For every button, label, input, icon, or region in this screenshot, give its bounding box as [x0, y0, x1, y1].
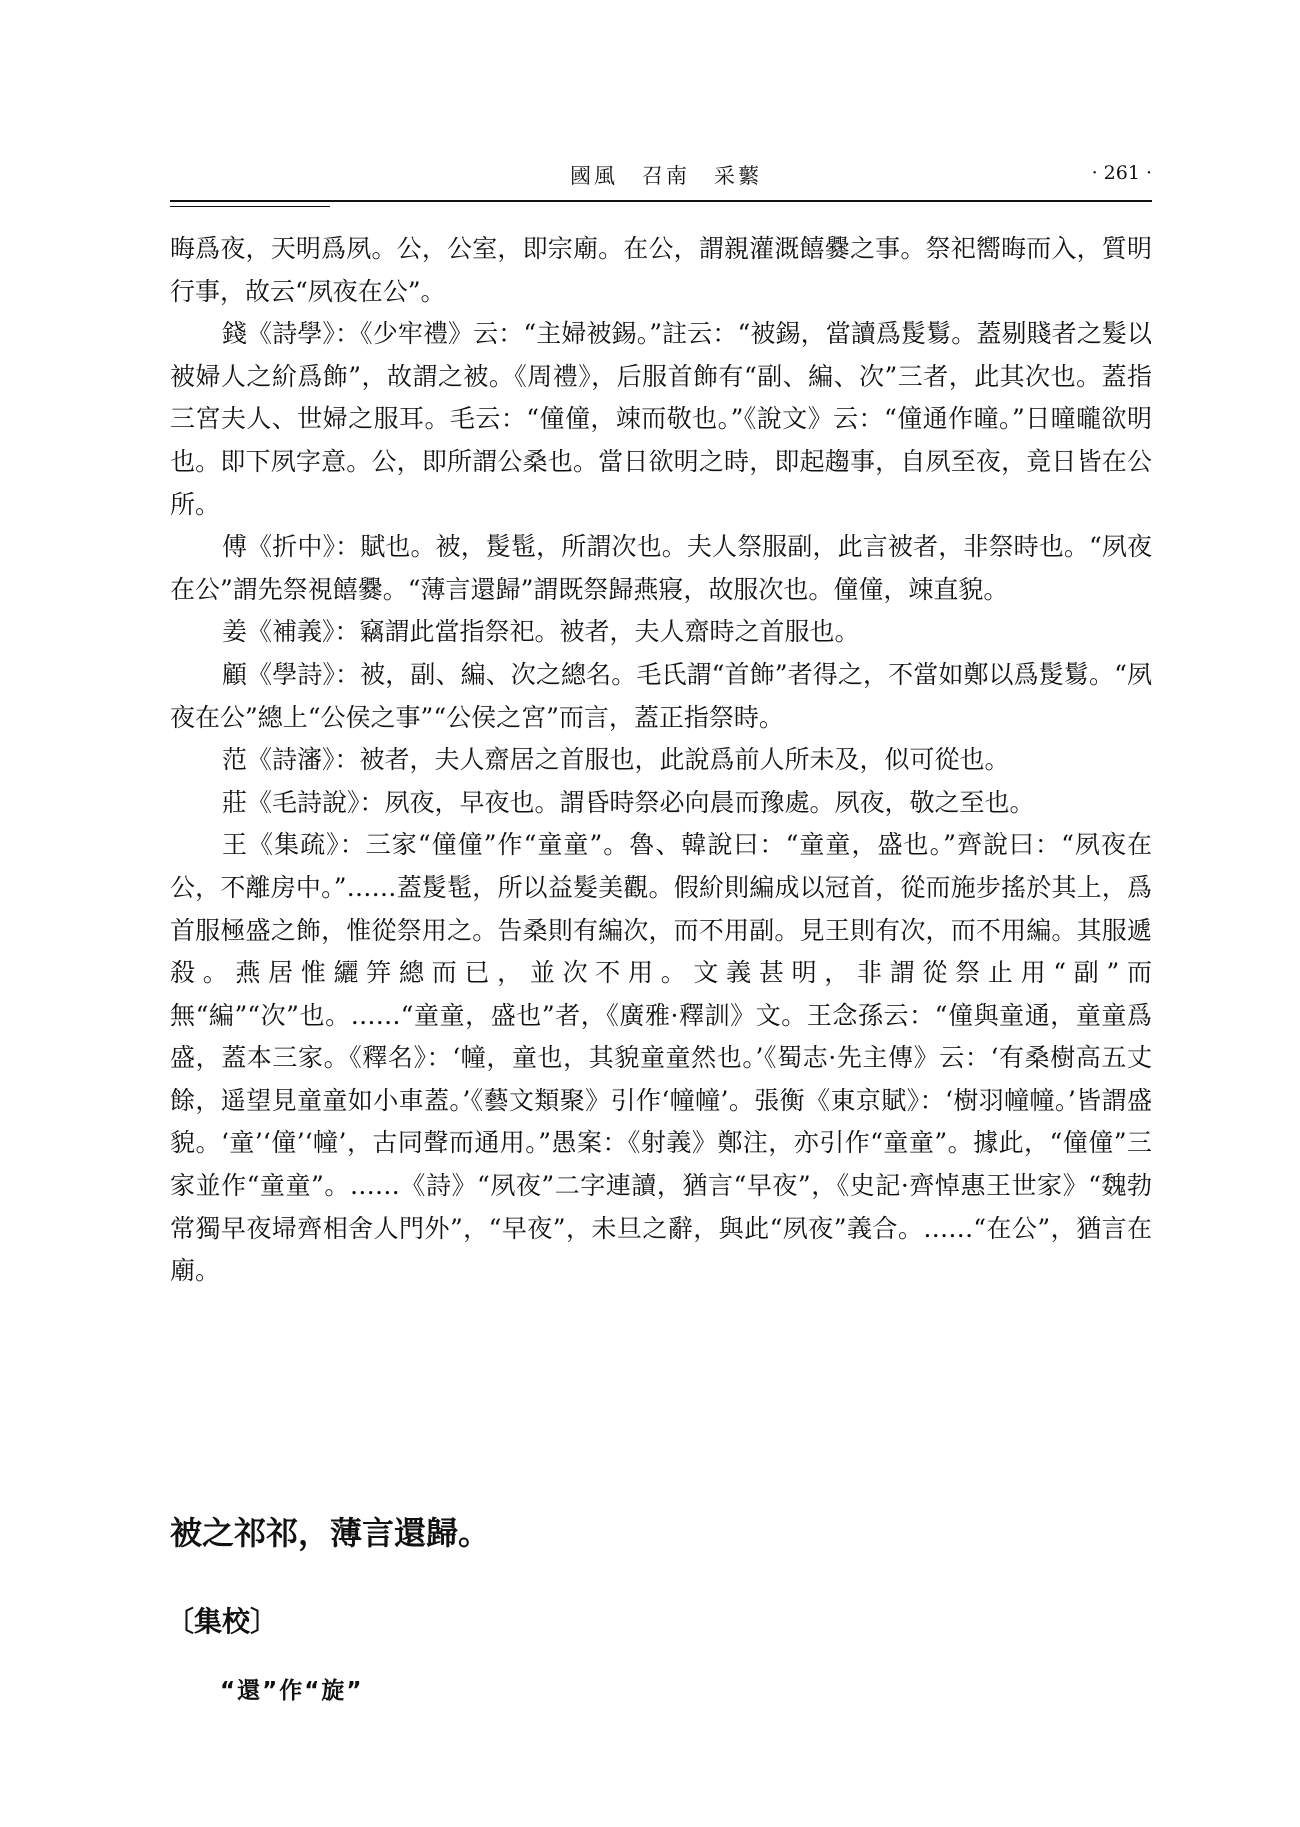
paragraph-zhuang-maoshishuo: 莊《毛詩說》：夙夜，早夜也。謂昏時祭必向晨而豫處。夙夜，敬之至也。	[222, 787, 1035, 817]
running-header	[170, 160, 1152, 200]
paragraph-continuation: 晦爲夜，天明爲夙。公，公室，即宗廟。在公，謂親灌溉饎爨之事。祭祀嚮晦而入，質明行事，故云“夙夜在公”。	[170, 234, 1152, 306]
paragraph-wang-jishu: 王《集疏》：三家“僮僮”作“童童”。魯、韓說曰：“童童，盛也。”齊說曰：“夙夜在公，不離房中。”……蓋髲髢，所以益髮美觀。假紒則編成以冠首，從而施步搖於其上，爲首服極盛之飾，惟從祭用之。告桑則有編次，而不用副。見王則有次，而不用編。其服遞殺。燕居惟纚笄總而已，並次不用。文義甚明，非謂從祭止用“副”而無“編”“次”也。……“童童，盛也”者，《廣雅·釋訓》文。王念孫云：“僮與童通，童童爲盛，蓋本三家。《釋名》：‘幢，童也，其貌童童然也。’《蜀志·先主傳》云：‘有桑樹高五丈餘，遥望見童童如小車蓋。’《藝文類聚》引作‘幢幢’。張衡《東京賦》：‘樹羽幢幢。’皆謂盛貌。‘童’‘僮’‘幢’，古同聲而通用。”愚案：《射義》鄭注，亦引作“童童”。據此，“僮僮”三家並作“童童”。……《詩》“夙夜”二字連讀，猶言“早夜”，《史記·齊悼惠王世家》“魏勃常獨早夜埽齊相舍人門外”，“早夜”，未旦之辭，與此“夙夜”義合。……“在公”，猶言在廟。	[170, 830, 1152, 1286]
paragraph-gu-xueshi: 顧《學詩》：被，副、編、次之總名。毛氏謂“首飾”者得之，不當如鄭以爲髲鬄。“夙夜在公”總上“公侯之事”“公侯之宮”而言，蓋正指祭時。	[170, 659, 1152, 732]
header-rule	[170, 200, 1152, 202]
page-number: · 261 ·	[1091, 162, 1152, 184]
paragraph-fu-zhezhong: 傅《折中》：賦也。被，髲髢，所謂次也。夫人祭服副，此言被者，非祭時也。“夙夜在公”謂先祭視饎爨。“薄言還歸”謂既祭歸燕寢，故服次也。僮僮，竦直貌。	[170, 532, 1152, 604]
section-heading-jijiao: 〔集校〕	[166, 1605, 279, 1638]
header-rule-short	[170, 206, 330, 207]
paragraph-fan-shishen: 范《詩瀋》：被者，夫人齋居之首服也，此說爲前人所未及，似可從也。	[222, 745, 1010, 775]
paragraph-qian-shixue: 錢《詩學》：《少牢禮》云：“主婦被錫。”註云：“被錫，當讀爲髲鬄。蓋剔賤者之髮以被婦人之紒爲飾”，故謂之被。《周禮》，后服首飾有“副、編、次”三者，此其次也。蓋指三宮夫人、世婦之服耳。毛云：“僮僮，竦而敬也。”《說文》云：“僮通作曈。”日曈曨欲明也。即下夙字意。公，即所謂公桑也。當日欲明之時，即起趨事，自夙至夜，竟日皆在公所。	[170, 319, 1152, 519]
paragraph-jiang-buyi: 姜《補義》：竊謂此當指祭祀。被者，夫人齋時之首服也。	[222, 617, 860, 647]
verse-line: 被之祁祁，薄言還歸。	[170, 1514, 491, 1552]
header-title: 國風 召南 采蘩	[570, 164, 762, 188]
commentary-body	[170, 228, 1152, 1293]
collation-item: “還”作“旋”	[220, 1678, 364, 1704]
